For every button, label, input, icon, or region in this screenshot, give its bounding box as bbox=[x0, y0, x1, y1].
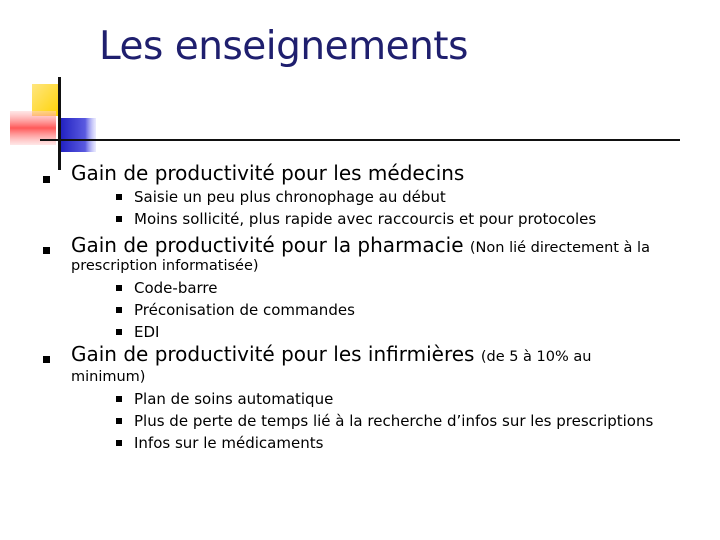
sub-bullet bbox=[116, 329, 122, 335]
sub-bullet bbox=[116, 194, 122, 200]
point-2-sub-3: EDI bbox=[134, 323, 160, 341]
logo-blue-square bbox=[60, 118, 96, 152]
bullet-square-3 bbox=[43, 356, 50, 363]
point-2-note-continued: prescription informatisée) bbox=[71, 258, 259, 274]
point-2-main: Gain de productivité pour la pharmacie bbox=[71, 233, 464, 257]
bullet-square-2 bbox=[43, 247, 50, 254]
point-2-sub-2: Préconisation de commandes bbox=[134, 301, 355, 319]
sub-bullet bbox=[116, 418, 122, 424]
point-3-sub-1: Plan de soins automatique bbox=[134, 390, 334, 408]
sub-bullet bbox=[116, 216, 122, 222]
point-3-main: Gain de productivité pour les infirmières bbox=[71, 342, 475, 366]
sub-bullet bbox=[116, 307, 122, 313]
point-3-sub-3: Infos sur le médicaments bbox=[134, 434, 324, 452]
point-1-sub-2: Moins sollicité, plus rapide avec raccourcis et pour protocoles bbox=[134, 210, 597, 228]
point-3-text bbox=[71, 342, 591, 369]
sub-bullet bbox=[116, 285, 122, 291]
point-3-note-continued: minimum) bbox=[71, 369, 146, 385]
sub-bullet bbox=[116, 396, 122, 402]
logo-horizontal-line bbox=[40, 139, 680, 141]
bullet-square-1 bbox=[43, 176, 50, 183]
point-3-note: (de 5 à 10% au bbox=[480, 349, 592, 365]
sub-bullet bbox=[116, 440, 122, 446]
logo-vertical-line bbox=[58, 77, 61, 170]
point-2-text bbox=[71, 233, 650, 260]
point-2-note: (Non lié directement à la bbox=[469, 240, 650, 256]
point-3-sub-2: Plus de perte de temps lié à la recherche d’infos sur les prescriptions bbox=[134, 412, 654, 430]
point-1-text bbox=[71, 161, 464, 185]
point-2-sub-1: Code-barre bbox=[134, 279, 218, 297]
point-1-main: Gain de productivité pour les médecins bbox=[71, 161, 465, 185]
point-1-sub-1: Saisie un peu plus chronophage au début bbox=[134, 188, 446, 206]
slide-title: Les enseignements bbox=[99, 24, 468, 69]
